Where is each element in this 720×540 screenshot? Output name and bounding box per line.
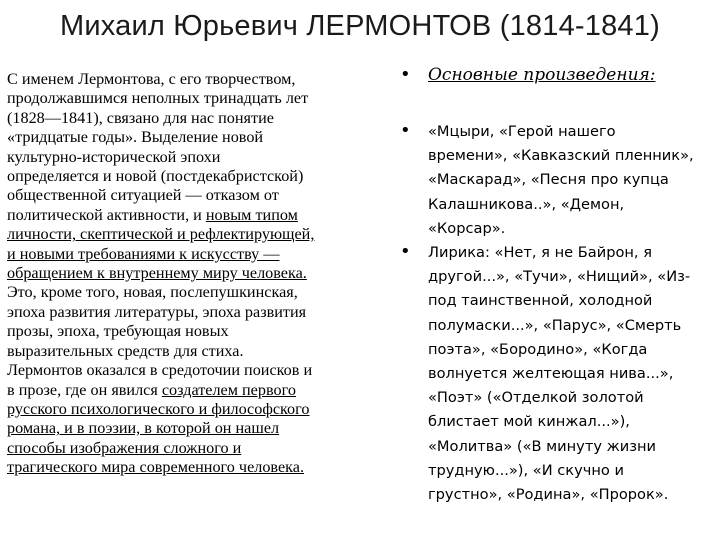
- item-line: «Маскарад», «Песня про купца: [428, 171, 669, 189]
- item-line: блистает мой кинжал...»),: [428, 413, 630, 431]
- paragraph-line: выразительных средств для стиха.: [7, 341, 244, 360]
- item-line: трудную...»), «И скучно и: [428, 461, 624, 479]
- item-line: «Корсар».: [428, 219, 506, 237]
- paragraph-line: и новыми требованиями к искусству —: [7, 244, 280, 263]
- item-line: «Мцыри, «Герой нашего: [428, 123, 616, 140]
- paragraph-line: Лермонтов оказался в средоточии поисков и: [7, 361, 313, 380]
- paragraph-line: способы изображения сложного и: [7, 438, 242, 457]
- paragraph-line: «тридцатые годы». Выделение новой: [7, 128, 264, 147]
- works-heading: Основные произведения:: [428, 65, 656, 85]
- item-line: поэта», «Бородино», «Когда: [428, 340, 648, 358]
- paragraph-line: С именем Лермонтова, с его творчеством,: [7, 70, 296, 88]
- paragraph-line: определяется и новой (постдекабристской): [7, 167, 304, 186]
- heading-bullet: [398, 64, 716, 86]
- bullet-dot: •: [400, 64, 411, 85]
- line-segment: политической активности, и: [7, 205, 206, 224]
- item-line: полумаски...», «Парус», «Смерть: [428, 316, 682, 334]
- paragraph-line: прозы, эпоха, требующая новых: [7, 322, 229, 341]
- bullet-dot: •: [400, 120, 411, 141]
- paragraph-line: личности, скептической и рефлектирующей,: [7, 225, 315, 244]
- works-item-text: [428, 120, 716, 241]
- paragraph-line: эпоха развития литературы, эпоха развития: [7, 302, 307, 321]
- paragraph-line: продолжавшимся неполных тринадцать лет: [7, 89, 309, 108]
- item-line: другой...», «Тучи», «Нищий», «Из-: [428, 268, 691, 286]
- paragraph-line: русского психологического и философского: [7, 399, 310, 418]
- item-line: времени», «Кавказский пленник»,: [428, 147, 694, 165]
- paragraph-line: [7, 206, 393, 225]
- item-line: под таинственной, холодной: [428, 292, 653, 310]
- underlined-segment: создателем первого: [161, 380, 296, 399]
- paragraph-line: романа, и в поэзии, в которой он нашел: [7, 419, 280, 438]
- paragraph-line: общественной ситуацией — отказом от: [7, 186, 279, 205]
- item-line: грустно», «Родина», «Пророк».: [428, 486, 669, 504]
- item-line: Калашникова..», «Демон,: [428, 195, 625, 213]
- works-item-1: [398, 120, 716, 241]
- item-line: «Молитва» («В минуту жизни: [428, 437, 657, 455]
- item-line: «Поэт» («Отделкой золотой: [428, 389, 644, 407]
- item-line: волнуется желтеющая нива...»,: [428, 365, 674, 383]
- bullet-dot: •: [400, 241, 411, 263]
- paragraph-line: культурно-исторической эпохи: [7, 147, 221, 166]
- paragraph-line: трагического мира современного человека.: [7, 458, 305, 477]
- paragraph-line: Это, кроме того, новая, послепушкинская,: [7, 283, 298, 302]
- works-item-2: [398, 241, 716, 507]
- works-item-text: [428, 241, 716, 507]
- underlined-segment: новым типом: [205, 205, 298, 224]
- paragraph-line: обращением к внутреннему миру человека.: [7, 264, 307, 283]
- paragraph-line: (1828—1841), связано для нас понятие: [7, 108, 274, 127]
- intro-paragraph: [7, 70, 393, 478]
- works-list: [398, 64, 716, 507]
- item-line: Лирика: «Нет, я не Байрон, я: [428, 244, 652, 262]
- line-segment: в прозе, где он явился: [7, 380, 162, 399]
- slide-title: Михаил Юрьевич ЛЕРМОНТОВ (1814-1841): [60, 10, 660, 42]
- paragraph-line: [7, 381, 393, 400]
